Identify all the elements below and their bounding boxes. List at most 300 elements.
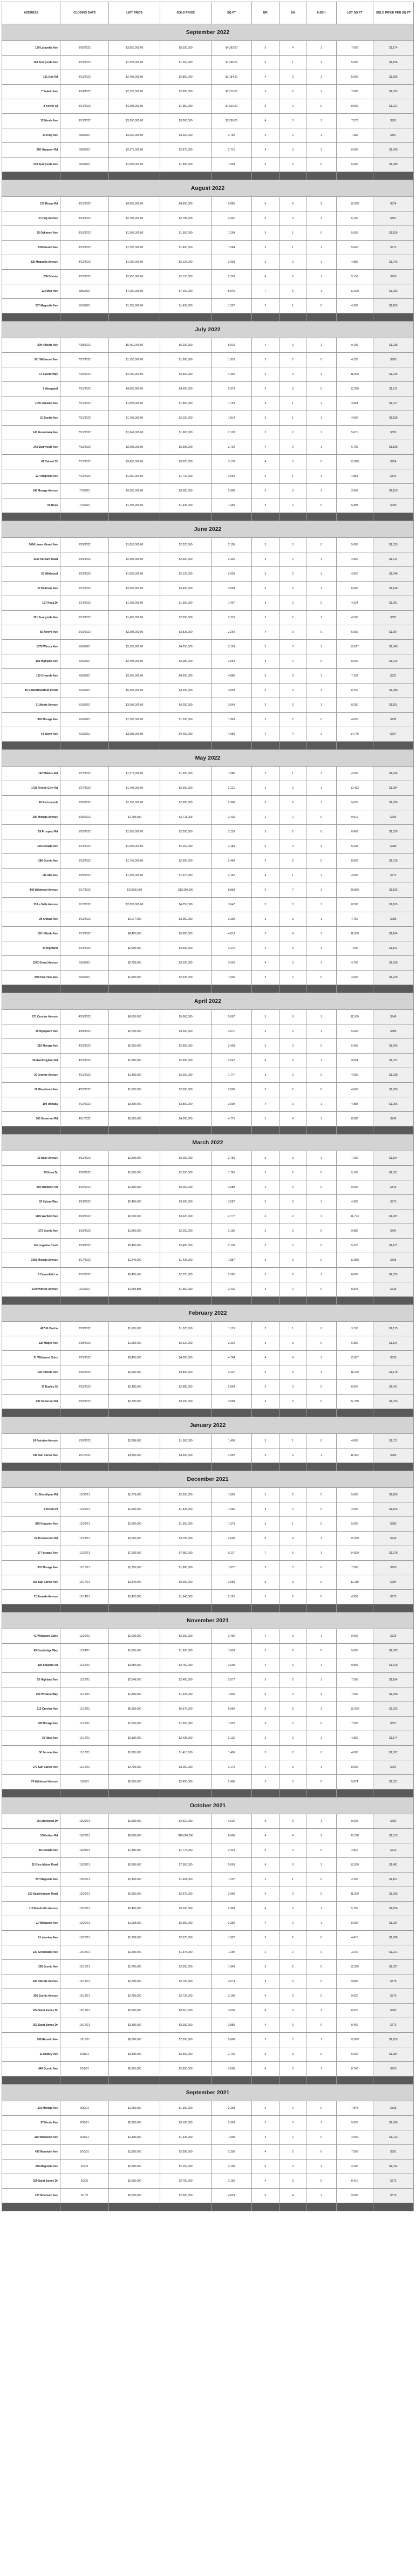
cell-half-baths: 1 bbox=[306, 411, 336, 426]
cell-closing-date: 6/9/2022 bbox=[60, 640, 109, 654]
cell-bedrooms: 4 bbox=[252, 1760, 279, 1775]
cell-bedrooms: 3 bbox=[252, 2116, 279, 2130]
cell-sold-price: $2,600,000 bbox=[160, 1054, 212, 1068]
cell-lot-sq-ft: 6,000 bbox=[336, 582, 373, 596]
cell-half-baths: 1 bbox=[306, 367, 336, 382]
cell-price-per-sq-ft: $1,108 bbox=[373, 440, 413, 455]
summary-cell bbox=[336, 985, 373, 993]
cell-lot-sq-ft: 8,740 bbox=[336, 2062, 373, 2076]
cell-closing-date: 5/24/2022 bbox=[60, 839, 109, 854]
cell-list-price: $13,000,000 bbox=[109, 883, 160, 898]
cell-half-baths: 0 bbox=[306, 2130, 336, 2145]
cell-bedrooms: 5 bbox=[252, 1814, 279, 1829]
month-summary-bar bbox=[2, 2203, 414, 2211]
cell-bathrooms: 2 bbox=[279, 2160, 306, 2174]
cell-bedrooms: 3 bbox=[252, 912, 279, 927]
cell-sold-price: $4,400,000 bbox=[160, 727, 212, 742]
cell-list-price: $1,495,000 bbox=[109, 1843, 160, 1858]
cell-address: 155 Wistaria Way bbox=[2, 1687, 60, 1702]
cell-sq-ft: 2,983 bbox=[212, 1902, 252, 1916]
cell-price-per-sq-ft: $887 bbox=[373, 611, 413, 625]
cell-price-per-sq-ft: $989 bbox=[373, 839, 413, 854]
cell-price-per-sq-ft: $1,151 bbox=[373, 698, 413, 713]
cell-half-baths: 0 bbox=[306, 1180, 336, 1195]
cell-price-per-sq-ft: $1,165 bbox=[373, 898, 413, 912]
cell-sold-price: $1,925,000 bbox=[160, 1687, 212, 1702]
cell-half-baths: 0 bbox=[306, 1502, 336, 1517]
month-header bbox=[2, 24, 414, 41]
cell-sold-price: $2,700,000 bbox=[160, 1974, 212, 1989]
cell-bathrooms: 2 bbox=[279, 2101, 306, 2116]
cell-sq-ft: 3,649 bbox=[212, 698, 252, 713]
cell-sq-ft: 3,004 bbox=[212, 582, 252, 596]
cell-bedrooms: 3 bbox=[252, 1224, 279, 1239]
cell-lot-sq-ft: 11,822 bbox=[336, 1448, 373, 1463]
cell-half-baths: 0 bbox=[306, 498, 336, 513]
cell-sold-price: $4,750,000 bbox=[160, 1658, 212, 1673]
cell-address: 7 Salado Ave bbox=[2, 85, 60, 99]
cell-price-per-sq-ft: $824 bbox=[373, 197, 413, 211]
cell-half-baths: 0 bbox=[306, 299, 336, 313]
cell-bathrooms: 3 bbox=[279, 698, 306, 713]
month-header bbox=[2, 1471, 414, 1488]
cell-list-price: $2,295,000 bbox=[109, 1039, 160, 1054]
table-row bbox=[2, 1629, 414, 1644]
cell-sq-ft: 2,702 bbox=[212, 440, 252, 455]
cell-list-price: $1,995,000.00 bbox=[109, 825, 160, 839]
cell-list-price: $6,800,000 bbox=[109, 2033, 160, 2047]
cell-bathrooms: 4 bbox=[279, 1112, 306, 1126]
cell-closing-date: 9/1/21 bbox=[60, 2189, 109, 2203]
cell-bathrooms: 4 bbox=[279, 727, 306, 742]
table-row bbox=[2, 1887, 414, 1902]
cell-bathrooms: 1 bbox=[279, 869, 306, 883]
cell-bedrooms: 2 bbox=[252, 810, 279, 825]
cell-bathrooms: 3 bbox=[279, 898, 306, 912]
cell-price-per-sq-ft: $1,000 bbox=[373, 796, 413, 810]
cell-price-per-sq-ft: $1,515 bbox=[373, 1829, 413, 1843]
cell-bedrooms: 4 bbox=[252, 1989, 279, 2004]
cell-half-baths: 1 bbox=[306, 2062, 336, 2076]
header-list-price: LIST PRICE bbox=[109, 2, 160, 24]
cell-bedrooms: 3 bbox=[252, 1268, 279, 1282]
cell-list-price: $1,895,000 bbox=[109, 1166, 160, 1180]
cell-bathrooms: 3 bbox=[279, 1151, 306, 1166]
cell-price-per-sq-ft: $1,063 bbox=[373, 1702, 413, 1717]
cell-bathrooms: 4 bbox=[279, 41, 306, 56]
cell-sold-price: $3,795,000 bbox=[160, 1532, 212, 1546]
cell-sq-ft: 3,300 bbox=[212, 912, 252, 927]
month-title: February 2022 bbox=[2, 1305, 414, 1322]
cell-sq-ft: 2,130 bbox=[212, 1239, 252, 1253]
cell-bedrooms: 3 bbox=[252, 1253, 279, 1268]
cell-price-per-sq-ft: $801 bbox=[373, 211, 413, 226]
cell-sold-price: $2,995,000 bbox=[160, 85, 212, 99]
cell-sold-price: $2,725,000 bbox=[160, 1989, 212, 2004]
table-row bbox=[2, 1112, 414, 1126]
summary-cell bbox=[60, 1126, 109, 1135]
cell-lot-sq-ft: 4,000 bbox=[336, 1746, 373, 1760]
cell-address: 42 Portsmouth bbox=[2, 796, 60, 810]
cell-lot-sq-ft: 5,615 bbox=[336, 426, 373, 440]
cell-sq-ft: 2,038 bbox=[212, 255, 252, 270]
summary-cell bbox=[160, 1409, 212, 1417]
cell-bathrooms: 4 bbox=[279, 927, 306, 941]
cell-bedrooms: 4 bbox=[252, 1351, 279, 1365]
cell-list-price: $2,077,000 bbox=[109, 912, 160, 927]
table-row bbox=[2, 567, 414, 582]
cell-sq-ft: 2,712 bbox=[212, 143, 252, 158]
summary-cell bbox=[336, 2203, 373, 2211]
table-row bbox=[2, 1687, 414, 1702]
cell-lot-sq-ft: 9,054 bbox=[336, 1054, 373, 1068]
cell-address: 71 Ronada Avenue bbox=[2, 1590, 60, 1604]
cell-half-baths: 0 bbox=[306, 99, 336, 114]
cell-bedrooms: 3 bbox=[252, 1746, 279, 1760]
cell-half-baths: 1 bbox=[306, 1268, 336, 1282]
cell-half-baths: 0 bbox=[306, 1989, 336, 2004]
cell-list-price: $1,749,000.00 bbox=[109, 854, 160, 869]
cell-lot-sq-ft: 5,898 bbox=[336, 498, 373, 513]
cell-closing-date: 3/30/2022 bbox=[60, 1166, 109, 1180]
cell-bedrooms: 3 bbox=[252, 1673, 279, 1687]
cell-lot-sq-ft: 5,050 bbox=[336, 2116, 373, 2130]
cell-list-price: $2,595,000 bbox=[109, 2189, 160, 2203]
cell-closing-date: 10/28/21 bbox=[60, 1843, 109, 1858]
cell-lot-sq-ft: 10,960 bbox=[336, 455, 373, 469]
cell-closing-date: 11/22/21 bbox=[60, 1658, 109, 1673]
cell-bathrooms: 3 bbox=[279, 1195, 306, 1210]
cell-half-baths: 1 bbox=[306, 1054, 336, 1068]
cell-bedrooms: 5 bbox=[252, 669, 279, 684]
cell-price-per-sq-ft: $1,091 bbox=[373, 596, 413, 611]
cell-half-baths: 0 bbox=[306, 1843, 336, 1858]
cell-bathrooms: 3 bbox=[279, 338, 306, 353]
cell-bedrooms: 3 bbox=[252, 596, 279, 611]
cell-half-baths: 1 bbox=[306, 397, 336, 411]
cell-bedrooms: 3 bbox=[252, 484, 279, 498]
cell-list-price: $1,195,000 bbox=[109, 1873, 160, 1887]
cell-bathrooms: 2 bbox=[279, 810, 306, 825]
cell-lot-sq-ft: 3,864 bbox=[336, 397, 373, 411]
cell-address: 1728 Trestle Glen Rd bbox=[2, 781, 60, 796]
cell-bathrooms: 3 bbox=[279, 1575, 306, 1590]
cell-list-price: $2,695,000 bbox=[109, 2004, 160, 2018]
cell-address: 10 Bonita Ave bbox=[2, 411, 60, 426]
cell-sq-ft: 5,600 bbox=[212, 2033, 252, 2047]
cell-sq-ft: 3,859 bbox=[212, 684, 252, 698]
cell-bathrooms: 2 bbox=[279, 1746, 306, 1760]
cell-list-price: $1,295,000.00 bbox=[109, 713, 160, 727]
summary-cell bbox=[60, 2076, 109, 2085]
cell-address: 865 Kingston Ave bbox=[2, 1517, 60, 1532]
cell-list-price: $2,799,000 bbox=[109, 956, 160, 971]
cell-closing-date: 6/9/2022 bbox=[60, 654, 109, 669]
cell-sq-ft: 2,750 bbox=[212, 1151, 252, 1166]
cell-sq-ft: $1,910.00 bbox=[212, 99, 252, 114]
cell-list-price: $2,795,000 bbox=[109, 1395, 160, 1409]
cell-closing-date: 4/22/2022 bbox=[60, 1054, 109, 1068]
cell-sold-price: $3,200,000 bbox=[160, 956, 212, 971]
cell-price-per-sq-ft: $1,043 bbox=[373, 255, 413, 270]
cell-list-price: $4,500,000.00 bbox=[109, 382, 160, 397]
table-row bbox=[2, 41, 414, 56]
table-row bbox=[2, 669, 414, 684]
month-header bbox=[2, 521, 414, 538]
cell-sold-price: $2,300,000 bbox=[160, 781, 212, 796]
cell-sold-price: $3,000,000 bbox=[160, 1575, 212, 1590]
cell-sq-ft: 1,925 bbox=[212, 1717, 252, 1731]
table-row bbox=[2, 1702, 414, 1717]
cell-list-price: $3,195,000.00 bbox=[109, 640, 160, 654]
cell-bedrooms: 3 bbox=[252, 1195, 279, 1210]
cell-half-baths: 1 bbox=[306, 956, 336, 971]
cell-price-per-sq-ft: $755 bbox=[373, 1253, 413, 1268]
cell-closing-date: 7/21/2022 bbox=[60, 382, 109, 397]
cell-list-price: $1,195,000 bbox=[109, 1322, 160, 1336]
cell-list-price: $1,995,000 bbox=[109, 971, 160, 985]
cell-sold-price: $6,975,000 bbox=[160, 1702, 212, 1717]
cell-address: 219 Hampton Rd bbox=[2, 1180, 60, 1195]
cell-bathrooms: 2 bbox=[279, 781, 306, 796]
cell-sold-price: $3,300,000 bbox=[160, 1902, 212, 1916]
cell-half-baths: 1 bbox=[306, 1858, 336, 1873]
cell-half-baths: 1 bbox=[306, 484, 336, 498]
cell-list-price: $3,295,000.00 bbox=[109, 669, 160, 684]
table-row bbox=[2, 1395, 414, 1409]
cell-sold-price: $3,360,000 bbox=[160, 484, 212, 498]
cell-half-baths: 1 bbox=[306, 143, 336, 158]
cell-bathrooms: 3 bbox=[279, 367, 306, 382]
cell-bathrooms: 2 bbox=[279, 270, 306, 284]
month-summary-bar bbox=[2, 1126, 414, 1135]
cell-half-baths: 1 bbox=[306, 582, 336, 596]
month-title: August 2022 bbox=[2, 180, 414, 197]
cell-bedrooms: 4 bbox=[252, 143, 279, 158]
cell-price-per-sq-ft: $1,284 bbox=[373, 2047, 413, 2062]
cell-bathrooms: 3 bbox=[279, 538, 306, 552]
header-lot-sq-ft: LOT SQ FT bbox=[336, 2, 373, 24]
cell-half-baths: 1 bbox=[306, 2004, 336, 2018]
cell-address: 97 Monte Ave bbox=[2, 2116, 60, 2130]
cell-bathrooms: 2 bbox=[279, 440, 306, 455]
cell-price-per-sq-ft: $1,481 bbox=[373, 1858, 413, 1873]
cell-address: 29 Sylvan Way bbox=[2, 1195, 60, 1210]
cell-price-per-sq-ft: $1,164 bbox=[373, 927, 413, 941]
cell-half-baths: 0 bbox=[306, 1945, 336, 1960]
cell-lot-sq-ft: 4,800 bbox=[336, 1434, 373, 1448]
cell-price-per-sq-ft: $1,016 bbox=[373, 854, 413, 869]
summary-cell bbox=[279, 2076, 306, 2085]
table-row bbox=[2, 1097, 414, 1112]
cell-price-per-sq-ft: $1,282 bbox=[373, 284, 413, 299]
cell-closing-date: 10/12/21 bbox=[60, 2018, 109, 2033]
cell-bedrooms: 4 bbox=[252, 70, 279, 85]
cell-sold-price: $3,000,000 bbox=[160, 1195, 212, 1210]
cell-lot-sq-ft: 4,500 bbox=[336, 869, 373, 883]
cell-bathrooms: 2 bbox=[279, 1673, 306, 1687]
table-row bbox=[2, 1561, 414, 1575]
cell-sold-price: $2,400,000 bbox=[160, 1239, 212, 1253]
cell-lot-sq-ft: 4,750 bbox=[336, 956, 373, 971]
cell-lot-sq-ft: 5,000 bbox=[336, 1517, 373, 1532]
summary-cell bbox=[279, 1604, 306, 1612]
cell-sold-price: $3,200,000 bbox=[160, 1395, 212, 1409]
cell-sq-ft: 1,907 bbox=[212, 1931, 252, 1945]
cell-lot-sq-ft: 10,550 bbox=[336, 1253, 373, 1268]
cell-price-per-sq-ft: $1,084 bbox=[373, 781, 413, 796]
cell-closing-date: 5/25/2022 bbox=[60, 825, 109, 839]
cell-lot-sq-ft: 9,625 bbox=[336, 1814, 373, 1829]
cell-sold-price: $2,125,000 bbox=[160, 567, 212, 582]
cell-half-baths: 0 bbox=[306, 1590, 336, 1604]
cell-closing-date: 4/12/2022 bbox=[60, 1097, 109, 1112]
cell-price-per-sq-ft: $1,058 bbox=[373, 956, 413, 971]
cell-bedrooms: 4 bbox=[252, 684, 279, 698]
cell-list-price: $2,999,000 bbox=[109, 941, 160, 956]
cell-closing-date: 11/12/21 bbox=[60, 1731, 109, 1746]
cell-closing-date: 5/5/2022 bbox=[60, 971, 109, 985]
summary-cell bbox=[109, 985, 160, 993]
cell-bedrooms: 2 bbox=[252, 1322, 279, 1336]
cell-closing-date: 6/3/2022 bbox=[60, 698, 109, 713]
cell-sq-ft: 1,450 bbox=[212, 498, 252, 513]
cell-sold-price: $3,020,000 bbox=[160, 1210, 212, 1224]
cell-address: 9 Requa Pl bbox=[2, 1502, 60, 1517]
cell-bedrooms: 3 bbox=[252, 1644, 279, 1658]
cell-lot-sq-ft: 18,200 bbox=[336, 1702, 373, 1717]
summary-cell bbox=[306, 1126, 336, 1135]
table-row bbox=[2, 625, 414, 640]
cell-closing-date: 5/17/2022 bbox=[60, 898, 109, 912]
table-row bbox=[2, 197, 414, 211]
cell-bedrooms: 4 bbox=[252, 270, 279, 284]
cell-price-per-sq-ft: $1,174 bbox=[373, 1731, 413, 1746]
cell-half-baths: 1 bbox=[306, 941, 336, 956]
cell-bathrooms: 1 bbox=[279, 241, 306, 255]
summary-cell bbox=[109, 1463, 160, 1471]
month-header bbox=[2, 1135, 414, 1151]
cell-bathrooms: 2 bbox=[279, 596, 306, 611]
table-row bbox=[2, 611, 414, 625]
cell-bedrooms: 3 bbox=[252, 255, 279, 270]
table-row bbox=[2, 338, 414, 353]
summary-cell bbox=[2, 1789, 60, 1798]
cell-lot-sq-ft: 8,000 bbox=[336, 854, 373, 869]
cell-sq-ft: 1,580 bbox=[212, 767, 252, 781]
table-body bbox=[2, 24, 414, 2211]
cell-lot-sq-ft: 4,888 bbox=[336, 1097, 373, 1112]
cell-closing-date: 7/21/2022 bbox=[60, 411, 109, 426]
cell-lot-sq-ft: 9,690 bbox=[336, 1180, 373, 1195]
table-row bbox=[2, 713, 414, 727]
cell-lot-sq-ft: 6,190 bbox=[336, 211, 373, 226]
summary-cell bbox=[279, 2203, 306, 2211]
cell-half-baths: 0 bbox=[306, 1575, 336, 1590]
cell-closing-date: 10/29/21 bbox=[60, 1814, 109, 1829]
cell-bathrooms: 5 bbox=[279, 2033, 306, 2047]
cell-list-price: $3,695,000 bbox=[109, 1532, 160, 1546]
cell-bathrooms: 3 bbox=[279, 2062, 306, 2076]
cell-bedrooms: 4 bbox=[252, 455, 279, 469]
cell-list-price: $3,295,000.00 bbox=[109, 484, 160, 498]
cell-address: 106 Sequoia Rd bbox=[2, 1658, 60, 1673]
cell-sold-price: $3,200,000 bbox=[160, 1151, 212, 1166]
cell-bedrooms: 4 bbox=[252, 1916, 279, 1931]
table-row bbox=[2, 226, 414, 241]
cell-sold-price: $1,740,000 bbox=[160, 469, 212, 484]
table-row bbox=[2, 1731, 414, 1746]
cell-list-price: $2,995,000 bbox=[109, 1365, 160, 1380]
cell-lot-sq-ft: 4,960 bbox=[336, 552, 373, 567]
cell-closing-date: 1/28/2022 bbox=[60, 1434, 109, 1448]
cell-half-baths: 0 bbox=[306, 1224, 336, 1239]
cell-closing-date: 2/28/2022 bbox=[60, 1322, 109, 1336]
cell-address: 150 Oreanda Ave bbox=[2, 669, 60, 684]
cell-sq-ft: 8,838 bbox=[212, 883, 252, 898]
cell-address: 1624 Lower Grand Ave bbox=[2, 538, 60, 552]
cell-address: 54 Sandringham Rd bbox=[2, 1054, 60, 1068]
cell-price-per-sq-ft: $1,196 bbox=[373, 56, 413, 70]
cell-bathrooms: 2 bbox=[279, 1931, 306, 1945]
cell-sq-ft: 3,988 bbox=[212, 1180, 252, 1195]
cell-sold-price: $4,200,000 bbox=[160, 698, 212, 713]
cell-bedrooms: 4 bbox=[252, 440, 279, 455]
cell-bathrooms: 5 bbox=[279, 1858, 306, 1873]
table-row bbox=[2, 56, 414, 70]
table-row bbox=[2, 1931, 414, 1945]
summary-cell bbox=[306, 2203, 336, 2211]
cell-half-baths: 1 bbox=[306, 41, 336, 56]
cell-lot-sq-ft: 9,500 bbox=[336, 2189, 373, 2203]
cell-bedrooms: 4 bbox=[252, 1902, 279, 1916]
cell-closing-date: 5/17/2022 bbox=[60, 883, 109, 898]
cell-address: 115 Wildwood Ave bbox=[2, 2130, 60, 2145]
table-row bbox=[2, 912, 414, 927]
table-row bbox=[2, 1989, 414, 2004]
cell-lot-sq-ft: 14,500 bbox=[336, 1546, 373, 1561]
cell-half-baths: 1 bbox=[306, 669, 336, 684]
cell-bedrooms: 4 bbox=[252, 1024, 279, 1039]
cell-sold-price: $3,800,000 bbox=[160, 1097, 212, 1112]
cell-address: 277 San Carlos Ave bbox=[2, 1760, 60, 1775]
cell-sold-price: $3,260,000 bbox=[160, 114, 212, 128]
cell-sq-ft: 2,254 bbox=[212, 625, 252, 640]
cell-address: 20 Littlewood Dr bbox=[2, 1814, 60, 1829]
cell-list-price: $2,995,000.00 bbox=[109, 582, 160, 596]
cell-sq-ft: 2,150 bbox=[212, 538, 252, 552]
cell-address: 1075 Winsor Ave bbox=[2, 640, 60, 654]
cell-half-baths: 1 bbox=[306, 1351, 336, 1365]
month-header bbox=[2, 993, 414, 1010]
month-summary-bar bbox=[2, 742, 414, 750]
cell-half-baths: 2 bbox=[306, 883, 336, 898]
cell-address: 111 Alta Ave bbox=[2, 869, 60, 883]
table-row bbox=[2, 1502, 414, 1517]
table-row bbox=[2, 883, 414, 898]
cell-bathrooms: 3 bbox=[279, 211, 306, 226]
cell-list-price: $6,995,000 bbox=[109, 1702, 160, 1717]
cell-bedrooms: 3 bbox=[252, 1517, 279, 1532]
summary-cell bbox=[373, 172, 413, 180]
cell-closing-date: 12/15/21 bbox=[60, 1561, 109, 1575]
cell-sold-price: $4,200,000 bbox=[160, 684, 212, 698]
summary-cell bbox=[373, 313, 413, 322]
cell-sq-ft: 2,460 bbox=[212, 854, 252, 869]
cell-sq-ft: 2,100 bbox=[212, 2160, 252, 2174]
cell-bathrooms: 1 bbox=[279, 469, 306, 484]
cell-closing-date: 9/28/21 bbox=[60, 2116, 109, 2130]
